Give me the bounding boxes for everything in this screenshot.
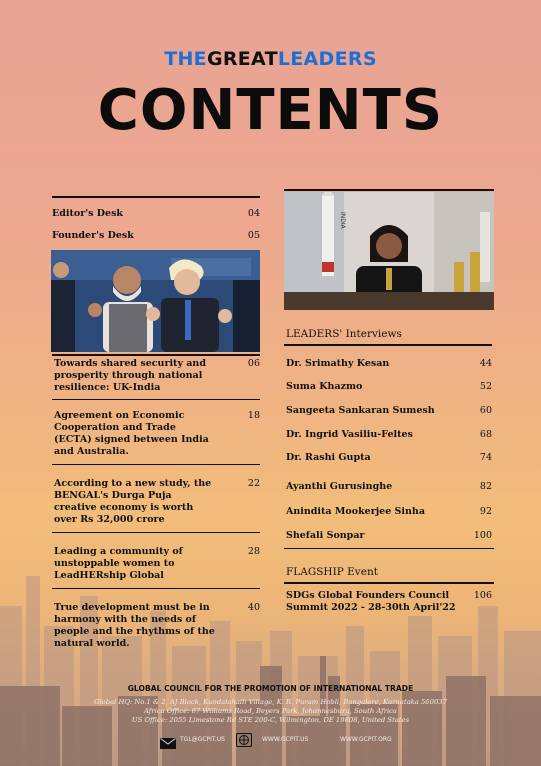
toc-founders-desk-page: 05 bbox=[247, 230, 260, 241]
article-line: and Australia. bbox=[54, 446, 129, 457]
article-line: LeadHERship Global bbox=[54, 570, 164, 581]
toc-article-development[interactable] bbox=[54, 602, 226, 650]
toc-article-leadhership-page: 28 bbox=[247, 546, 260, 557]
footer-email[interactable]: TGL@GCPIT.US bbox=[180, 736, 225, 743]
toc-article-uk-india[interactable] bbox=[54, 358, 224, 394]
flagship-line: Summit 2022 - 28-30th April'22 bbox=[286, 602, 456, 613]
divider bbox=[52, 464, 260, 465]
left-top-rule bbox=[52, 196, 260, 198]
toc-article-durga-puja-page: 22 bbox=[247, 478, 260, 489]
toc-article-uk-india-page: 06 bbox=[247, 358, 260, 369]
toc-article-leadhership[interactable] bbox=[54, 546, 224, 582]
divider bbox=[52, 532, 260, 533]
footer-website-org[interactable]: WWW.GCPIT.ORG bbox=[340, 736, 392, 743]
article-line: creative economy is worth bbox=[54, 502, 194, 513]
article-line: BENGAL's Durga Puja bbox=[54, 490, 172, 501]
divider bbox=[52, 399, 260, 400]
interviews-heading: LEADERS' Interviews bbox=[286, 328, 402, 340]
toc-article-development-page: 40 bbox=[247, 602, 260, 613]
interview-sangeeta-sumesh[interactable]: Sangeeta Sankaran Sumesh bbox=[286, 405, 435, 416]
footer-africa-office: Africa Office: 67 Williams Road, Beyers Park, Johannesburg, South Africa bbox=[144, 707, 397, 715]
photo-india-text: INDIA bbox=[339, 212, 346, 229]
footer-global-hq: Global HQ: No.1 & 2, AJ Block, Kundalahalli Village, K. R. Puram Hobli, Bangalore, Karnataka 560037 bbox=[94, 698, 447, 706]
masthead-leaders: LEADERS bbox=[277, 48, 377, 70]
interview-rashi-gupta[interactable]: Dr. Rashi Gupta bbox=[286, 452, 371, 463]
footer-org-name: GLOBAL COUNCIL FOR THE PROMOTION OF INTERNATIONAL TRADE bbox=[127, 684, 414, 693]
article-line: Agreement on Economic bbox=[54, 410, 185, 421]
article-line: harmony with the needs of bbox=[54, 614, 196, 625]
divider bbox=[52, 588, 260, 589]
toc-article-ecta[interactable] bbox=[54, 410, 224, 458]
masthead-great: GREAT bbox=[206, 48, 278, 70]
toc-founders-desk[interactable]: Founder's Desk bbox=[52, 230, 134, 241]
article-line: over Rs 32,000 crore bbox=[54, 514, 165, 525]
interview-page: 44 bbox=[479, 358, 492, 369]
toc-article-ecta-page: 18 bbox=[247, 410, 260, 421]
article-line: According to a new study, the bbox=[54, 478, 212, 489]
interview-shefali-sonpar[interactable]: Shefali Sonpar bbox=[286, 530, 365, 541]
interview-suma-khazmo[interactable]: Suma Khazmo bbox=[286, 381, 363, 392]
article-line: Leading a community of bbox=[54, 546, 183, 557]
flagship-heading: FLAGSHIP Event bbox=[286, 566, 378, 578]
footer-website-us[interactable]: WWW.GCPIT.US bbox=[262, 736, 309, 743]
flagship-sdgs-summit[interactable] bbox=[286, 590, 466, 614]
article-line: (ECTA) signed between India bbox=[54, 434, 209, 445]
left-mid-rule bbox=[52, 354, 260, 356]
interview-page: 100 bbox=[473, 530, 492, 541]
article-line: people and the rhythms of the bbox=[54, 626, 215, 637]
article-line: natural world. bbox=[54, 638, 130, 649]
masthead-the: THE bbox=[164, 48, 207, 70]
interview-page: 68 bbox=[479, 429, 492, 440]
footer-us-office: US Office: 2055 Limestone Rd STE 200-C, Wilmington, DE 19808, United States bbox=[131, 716, 410, 724]
interview-anindita-sinha[interactable]: Anindita Mookerjee Sinha bbox=[286, 506, 425, 517]
flagship-line: SDGs Global Founders Council bbox=[286, 590, 450, 601]
leaders-photo bbox=[51, 250, 260, 352]
page-title: CONTENTS bbox=[97, 78, 444, 143]
article-line: True development must be in bbox=[54, 602, 210, 613]
flagship-page: 106 bbox=[473, 590, 492, 601]
article-line: prosperity through national bbox=[54, 370, 203, 381]
footer-addresses bbox=[0, 698, 541, 725]
interview-page: 74 bbox=[479, 452, 492, 463]
interview-page: 60 bbox=[479, 405, 492, 416]
email-icon bbox=[160, 734, 176, 753]
article-line: unstoppable women to bbox=[54, 558, 175, 569]
interview-srimathy-kesan[interactable]: Dr. Srimathy Kesan bbox=[286, 358, 390, 369]
magazine-masthead bbox=[0, 48, 541, 70]
globe-icon bbox=[236, 732, 252, 751]
flagship-rule bbox=[284, 582, 494, 584]
interview-page: 82 bbox=[479, 481, 492, 492]
divider bbox=[284, 548, 494, 549]
interview-page: 92 bbox=[479, 506, 492, 517]
toc-article-durga-puja[interactable] bbox=[54, 478, 224, 526]
toc-editors-desk[interactable]: Editor's Desk bbox=[52, 208, 123, 219]
toc-editors-desk-page: 04 bbox=[247, 208, 260, 219]
interview-photo bbox=[284, 192, 494, 310]
interview-ayanthi-gurusinghe[interactable]: Ayanthi Gurusinghe bbox=[286, 481, 393, 492]
interviews-rule bbox=[284, 344, 492, 346]
interview-ingrid-vasiliu-feltes[interactable]: Dr. Ingrid Vasiliu-Feltes bbox=[286, 429, 413, 440]
article-line: resilience: UK-India bbox=[54, 382, 161, 393]
article-line: Cooperation and Trade bbox=[54, 422, 176, 433]
article-line: Towards shared security and bbox=[54, 358, 206, 369]
right-top-rule bbox=[284, 189, 494, 191]
interview-page: 52 bbox=[479, 381, 492, 392]
